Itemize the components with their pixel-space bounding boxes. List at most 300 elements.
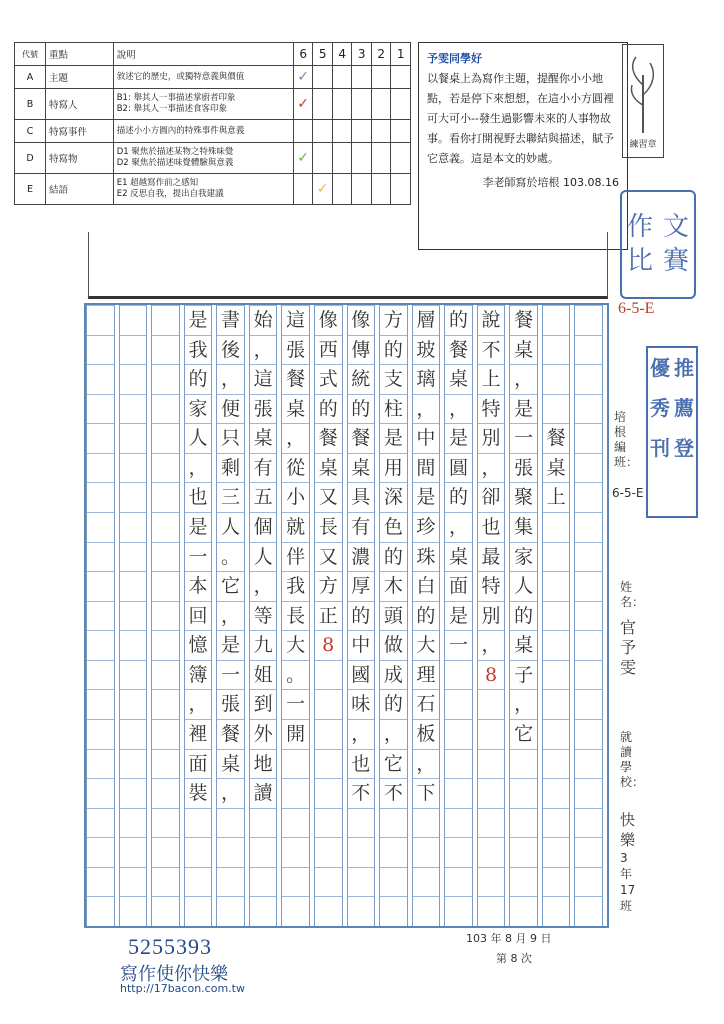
grid-cell: ， bbox=[445, 394, 472, 425]
grid-cell: 我 bbox=[185, 335, 212, 366]
rubric-row-c bbox=[15, 120, 411, 143]
grid-cell: 桌 bbox=[543, 453, 570, 484]
row-desc: E1 超越寫作前之感知 bbox=[116, 178, 199, 188]
grid-cell: 木 bbox=[380, 571, 407, 602]
grid-cell: 層 bbox=[413, 305, 440, 336]
grid-cell bbox=[543, 305, 570, 336]
grid-cell: 像 bbox=[315, 305, 342, 336]
score-5: 5 bbox=[313, 43, 333, 66]
grid-cell bbox=[152, 719, 179, 750]
grid-cell bbox=[152, 453, 179, 484]
grid-cell bbox=[152, 305, 179, 336]
grid-cell bbox=[575, 335, 602, 366]
grid-cell bbox=[250, 896, 277, 927]
rubric-row-d bbox=[15, 143, 411, 174]
grid-cell: 地 bbox=[250, 749, 277, 780]
grid-cell: ， bbox=[282, 423, 309, 454]
grade-class: 3 年 17 班 bbox=[620, 851, 636, 913]
grid-cell bbox=[282, 837, 309, 868]
grid-cell: 。 bbox=[282, 660, 309, 691]
contest-char: 作 bbox=[626, 212, 653, 242]
grid-cell bbox=[510, 749, 537, 780]
grid-cell bbox=[380, 896, 407, 927]
grid-cell bbox=[543, 837, 570, 868]
grid-cell bbox=[445, 837, 472, 868]
grid-cell bbox=[152, 335, 179, 366]
grid-cell: 上 bbox=[543, 482, 570, 513]
grid-cell bbox=[445, 719, 472, 750]
grid-cell bbox=[543, 630, 570, 661]
grid-cell bbox=[87, 423, 114, 454]
grid-cell bbox=[575, 660, 602, 691]
grid-cell bbox=[87, 335, 114, 366]
grid-cell: ， bbox=[217, 778, 244, 809]
grid-cell: 餐 bbox=[543, 423, 570, 454]
grid-cell bbox=[543, 896, 570, 927]
grid-cell bbox=[185, 867, 212, 898]
row-item: 結語 bbox=[45, 174, 113, 205]
grid-cell: 說 bbox=[478, 305, 505, 336]
student-name: 官予雯 bbox=[620, 618, 637, 677]
teacher-comment-box bbox=[418, 42, 628, 250]
comment-title: 予雯同學好 bbox=[427, 52, 482, 65]
grid-cell: 正 bbox=[315, 601, 342, 632]
grid-cell: 長 bbox=[315, 512, 342, 543]
grid-cell: 它 bbox=[510, 719, 537, 750]
grid-cell: 成 bbox=[380, 660, 407, 691]
score-1: 1 bbox=[391, 43, 411, 66]
recommend-char: 秀 bbox=[650, 396, 670, 420]
grid-cell bbox=[510, 778, 537, 809]
grid-cell bbox=[87, 660, 114, 691]
grid-cell bbox=[348, 808, 375, 839]
grid-cell: 剩 bbox=[217, 453, 244, 484]
grid-cell: 桌 bbox=[348, 453, 375, 484]
grid-cell bbox=[380, 808, 407, 839]
grid-cell bbox=[575, 719, 602, 750]
grid-cell bbox=[120, 689, 147, 720]
grid-cell: 子 bbox=[510, 660, 537, 691]
grid-cell bbox=[120, 808, 147, 839]
grid-cell: 這 bbox=[282, 305, 309, 336]
grid-cell: 有 bbox=[348, 512, 375, 543]
grid-cell bbox=[543, 719, 570, 750]
school-label: 就讀學校： bbox=[620, 730, 645, 789]
slogan: 寫作使你快樂 bbox=[120, 964, 228, 985]
grid-cell bbox=[478, 749, 505, 780]
grid-cell bbox=[87, 808, 114, 839]
grid-cell bbox=[152, 867, 179, 898]
grid-cell: 又 bbox=[315, 482, 342, 513]
row-code: C bbox=[15, 120, 46, 143]
grid-cell bbox=[348, 867, 375, 898]
grid-cell: 的 bbox=[185, 364, 212, 395]
grid-cell: 人 bbox=[217, 512, 244, 543]
contest-char: 賽 bbox=[662, 246, 689, 276]
grid-cell bbox=[185, 808, 212, 839]
grid-cell: 的 bbox=[315, 394, 342, 425]
essay-date: 103 年 8 月 9 日 bbox=[466, 932, 552, 945]
grid-cell: ， bbox=[510, 689, 537, 720]
grid-cell bbox=[87, 364, 114, 395]
grid-cell bbox=[315, 778, 342, 809]
class-code-handwritten: 6-5-E bbox=[618, 300, 655, 317]
grid-cell: 聚 bbox=[510, 482, 537, 513]
grid-cell: 桌 bbox=[445, 364, 472, 395]
rubric-row-a bbox=[15, 66, 411, 89]
grid-cell bbox=[413, 896, 440, 927]
grid-cell: 簿 bbox=[185, 660, 212, 691]
grid-cell: ， bbox=[250, 335, 277, 366]
grid-cell bbox=[120, 660, 147, 691]
grid-cell bbox=[543, 601, 570, 632]
grid-cell bbox=[120, 512, 147, 543]
grid-cell bbox=[575, 689, 602, 720]
grid-cell bbox=[478, 837, 505, 868]
row-desc: 敘述它的歷史，或獨特意義與價值 bbox=[113, 66, 293, 89]
grid-cell bbox=[315, 749, 342, 780]
check-mark-icon: ✓ bbox=[316, 181, 329, 197]
grid-cell: 家 bbox=[510, 542, 537, 573]
grid-column bbox=[509, 305, 538, 926]
grid-cell: ， bbox=[185, 453, 212, 484]
grid-cell: 是 bbox=[217, 630, 244, 661]
grid-cell: 桌 bbox=[217, 749, 244, 780]
grid-column bbox=[444, 305, 473, 926]
check-mark-icon: ✓ bbox=[297, 69, 310, 85]
grid-cell bbox=[543, 335, 570, 366]
grid-cell: 是 bbox=[510, 394, 537, 425]
row-code: A bbox=[15, 66, 46, 89]
grid-cell: 一 bbox=[510, 423, 537, 454]
grid-cell: 理 bbox=[413, 660, 440, 691]
row-desc: B1: 舉其人一事描述掌廚者印象 bbox=[116, 93, 236, 103]
grid-cell: ， bbox=[478, 630, 505, 661]
grid-cell: 餐 bbox=[510, 305, 537, 336]
grid-cell: 的 bbox=[348, 394, 375, 425]
grid-cell bbox=[478, 719, 505, 750]
grid-column bbox=[574, 305, 603, 926]
grid-cell: 特 bbox=[478, 571, 505, 602]
grid-cell: 下 bbox=[413, 778, 440, 809]
grid-cell bbox=[478, 778, 505, 809]
grid-cell: 集 bbox=[510, 512, 537, 543]
grid-cell: 不 bbox=[348, 778, 375, 809]
grid-cell bbox=[87, 867, 114, 898]
grid-cell: 桌 bbox=[315, 453, 342, 484]
grid-cell: 餐 bbox=[348, 423, 375, 454]
grid-cell bbox=[543, 512, 570, 543]
grid-cell: 一 bbox=[217, 660, 244, 691]
grid-cell: 長 bbox=[282, 601, 309, 632]
grid-cell: 國 bbox=[348, 660, 375, 691]
practice-stamp-label: 練習章 bbox=[629, 140, 657, 150]
grid-cell bbox=[575, 394, 602, 425]
grid-column bbox=[477, 305, 506, 926]
grid-cell: 是 bbox=[185, 512, 212, 543]
grid-cell: 桌 bbox=[445, 542, 472, 573]
grid-column bbox=[379, 305, 408, 926]
grid-cell: 書 bbox=[217, 305, 244, 336]
grid-cell: 柱 bbox=[380, 394, 407, 425]
grid-cell bbox=[87, 630, 114, 661]
comment-signature: 李老師寫於培根 103.08.16 bbox=[482, 176, 619, 189]
grid-cell: 具 bbox=[348, 482, 375, 513]
grid-cell: 的 bbox=[510, 601, 537, 632]
grid-cell: 到 bbox=[250, 689, 277, 720]
recommend-char: 推 bbox=[674, 356, 694, 380]
grid-cell: ， bbox=[445, 512, 472, 543]
grid-cell bbox=[510, 867, 537, 898]
recommend-char: 薦 bbox=[674, 396, 694, 420]
grid-cell bbox=[575, 867, 602, 898]
grid-cell: 始 bbox=[250, 305, 277, 336]
grid-cell bbox=[543, 749, 570, 780]
grid-cell: 也 bbox=[478, 512, 505, 543]
recommend-char: 登 bbox=[674, 436, 694, 460]
grid-cell bbox=[348, 896, 375, 927]
row-desc: 描述小小方圓內的特殊事件與意義 bbox=[113, 120, 293, 143]
grid-cell: 的 bbox=[445, 305, 472, 336]
grid-cell: 特 bbox=[478, 394, 505, 425]
grid-cell bbox=[575, 512, 602, 543]
grid-column bbox=[249, 305, 278, 926]
grid-cell: 本 bbox=[185, 571, 212, 602]
grid-cell: 這 bbox=[250, 364, 277, 395]
grid-cell bbox=[543, 542, 570, 573]
row-item: 特寫物 bbox=[45, 143, 113, 174]
contest-char: 比 bbox=[626, 246, 653, 276]
row-desc: B2: 舉其人一事描述食客印象 bbox=[116, 104, 228, 114]
grid-cell bbox=[87, 719, 114, 750]
grid-cell bbox=[380, 837, 407, 868]
practice-stamp bbox=[622, 44, 664, 158]
grid-cell: 有 bbox=[250, 453, 277, 484]
grid-cell bbox=[575, 808, 602, 839]
grid-column bbox=[151, 305, 180, 926]
grid-cell bbox=[315, 867, 342, 898]
grid-cell bbox=[152, 689, 179, 720]
grid-cell bbox=[87, 542, 114, 573]
grid-cell: 桌 bbox=[510, 630, 537, 661]
grid-cell bbox=[217, 808, 244, 839]
grid-cell bbox=[478, 689, 505, 720]
grid-cell bbox=[152, 630, 179, 661]
grid-cell bbox=[217, 867, 244, 898]
grid-cell bbox=[120, 837, 147, 868]
grid-cell: ， bbox=[413, 394, 440, 425]
name-label: 姓名： bbox=[620, 580, 645, 609]
row-code: D bbox=[15, 143, 46, 174]
grid-cell bbox=[543, 808, 570, 839]
grid-cell: 餐 bbox=[282, 364, 309, 395]
grid-cell bbox=[543, 394, 570, 425]
grid-cell: 大 bbox=[413, 630, 440, 661]
grid-column bbox=[216, 305, 245, 926]
grid-cell bbox=[413, 808, 440, 839]
grid-cell bbox=[348, 837, 375, 868]
grid-cell: 支 bbox=[380, 364, 407, 395]
grid-cell bbox=[445, 808, 472, 839]
grid-cell bbox=[87, 601, 114, 632]
grid-cell: 是 bbox=[380, 423, 407, 454]
grid-cell bbox=[543, 660, 570, 691]
grid-cell bbox=[445, 867, 472, 898]
school-value: 快樂 bbox=[620, 811, 636, 849]
website-url[interactable]: http://17bacon.com.tw bbox=[120, 982, 245, 995]
grid-cell: ， bbox=[250, 571, 277, 602]
class-label: 培根編班： bbox=[614, 410, 639, 469]
grid-cell bbox=[445, 896, 472, 927]
grid-cell bbox=[87, 512, 114, 543]
grid-cell: 珍 bbox=[413, 512, 440, 543]
grid-cell: 做 bbox=[380, 630, 407, 661]
row-item: 特寫人 bbox=[45, 89, 113, 120]
grid-cell bbox=[87, 394, 114, 425]
grid-cell bbox=[445, 689, 472, 720]
grid-cell bbox=[315, 808, 342, 839]
grid-cell bbox=[575, 482, 602, 513]
grid-cell bbox=[152, 512, 179, 543]
rubric-header-desc: 說明 bbox=[113, 43, 293, 66]
grid-cell bbox=[87, 778, 114, 809]
grid-cell bbox=[575, 542, 602, 573]
grid-cell: 白 bbox=[413, 571, 440, 602]
grid-cell: 頭 bbox=[380, 601, 407, 632]
grid-cell bbox=[510, 896, 537, 927]
grid-cell: 的 bbox=[413, 601, 440, 632]
grid-cell: 的 bbox=[380, 689, 407, 720]
grid-cell: 後 bbox=[217, 335, 244, 366]
grid-cell: 面 bbox=[185, 749, 212, 780]
grid-cell bbox=[575, 630, 602, 661]
grid-cell: 姐 bbox=[250, 660, 277, 691]
grid-cell: 開 bbox=[282, 719, 309, 750]
grid-cell bbox=[510, 837, 537, 868]
grid-cell bbox=[152, 423, 179, 454]
grid-cell: 是 bbox=[413, 482, 440, 513]
grid-cell bbox=[120, 778, 147, 809]
writing-grid bbox=[84, 303, 609, 928]
phone-number: 5255393 bbox=[128, 934, 212, 959]
grid-cell bbox=[413, 867, 440, 898]
grid-cell bbox=[575, 601, 602, 632]
row-desc: E2 反思自我，提出自我建議 bbox=[116, 189, 224, 199]
grid-cell bbox=[87, 896, 114, 927]
grid-cell bbox=[152, 601, 179, 632]
row-item: 特寫事件 bbox=[45, 120, 113, 143]
grid-cell: 伴 bbox=[282, 542, 309, 573]
grid-cell: 桌 bbox=[250, 423, 277, 454]
grid-cell bbox=[282, 749, 309, 780]
grid-cell: 卻 bbox=[478, 482, 505, 513]
grid-cell bbox=[478, 867, 505, 898]
grid-cell: 餐 bbox=[445, 335, 472, 366]
grid-cell: 張 bbox=[510, 453, 537, 484]
grid-cell bbox=[315, 660, 342, 691]
grid-cell bbox=[120, 482, 147, 513]
recommend-stamp bbox=[646, 346, 698, 518]
grid-cell: 便 bbox=[217, 394, 244, 425]
grid-cell bbox=[152, 778, 179, 809]
contest-stamp bbox=[620, 190, 696, 299]
grid-cell: 中 bbox=[348, 630, 375, 661]
grid-cell: 不 bbox=[380, 778, 407, 809]
grid-cell: 是 bbox=[445, 601, 472, 632]
grid-cell bbox=[217, 837, 244, 868]
frame-divider bbox=[88, 232, 608, 299]
grid-cell bbox=[87, 571, 114, 602]
grid-cell bbox=[445, 778, 472, 809]
grid-cell: 厚 bbox=[348, 571, 375, 602]
grid-cell bbox=[152, 896, 179, 927]
grid-cell: ， bbox=[478, 453, 505, 484]
grid-cell: 的 bbox=[445, 482, 472, 513]
grid-cell: 。 bbox=[217, 542, 244, 573]
grid-cell bbox=[152, 542, 179, 573]
check-mark-icon: ✓ bbox=[297, 96, 310, 112]
rubric-table bbox=[14, 42, 411, 205]
grid-cell: 我 bbox=[282, 571, 309, 602]
grid-cell: 一 bbox=[445, 630, 472, 661]
grid-cell bbox=[543, 364, 570, 395]
grid-cell bbox=[315, 719, 342, 750]
score-3: 3 bbox=[352, 43, 372, 66]
grid-cell: ， bbox=[217, 601, 244, 632]
grid-cell: 西 bbox=[315, 335, 342, 366]
grid-cell bbox=[543, 778, 570, 809]
grid-cell: 張 bbox=[250, 394, 277, 425]
grid-cell bbox=[575, 749, 602, 780]
grid-column bbox=[184, 305, 213, 926]
grid-cell: ， bbox=[510, 364, 537, 395]
grid-cell: 五 bbox=[250, 482, 277, 513]
grid-cell: 方 bbox=[315, 571, 342, 602]
grid-cell: 桌 bbox=[510, 335, 537, 366]
grid-column bbox=[119, 305, 148, 926]
grid-cell: ， bbox=[348, 719, 375, 750]
grid-cell bbox=[575, 837, 602, 868]
grid-cell: 不 bbox=[478, 335, 505, 366]
grid-cell: 是 bbox=[185, 305, 212, 336]
grid-cell bbox=[575, 305, 602, 336]
grid-cell bbox=[575, 453, 602, 484]
grid-cell bbox=[120, 453, 147, 484]
grid-cell bbox=[543, 867, 570, 898]
grid-cell bbox=[120, 542, 147, 573]
grid-cell bbox=[87, 482, 114, 513]
grid-cell: 等 bbox=[250, 601, 277, 632]
grid-cell bbox=[575, 778, 602, 809]
grid-cell bbox=[282, 808, 309, 839]
grid-cell bbox=[575, 364, 602, 395]
grid-cell bbox=[152, 837, 179, 868]
grid-cell: 又 bbox=[315, 542, 342, 573]
grid-cell bbox=[445, 660, 472, 691]
grid-cell bbox=[152, 749, 179, 780]
recommend-char: 優 bbox=[650, 356, 670, 380]
grid-cell: 它 bbox=[217, 571, 244, 602]
grid-cell: 板 bbox=[413, 719, 440, 750]
grid-cell: 的 bbox=[348, 601, 375, 632]
grid-cell bbox=[120, 571, 147, 602]
grid-cell: 8 bbox=[315, 630, 342, 661]
grid-cell: 一 bbox=[282, 689, 309, 720]
rubric-header-code: 代號 bbox=[15, 43, 46, 66]
grid-cell bbox=[575, 423, 602, 454]
grid-cell bbox=[120, 423, 147, 454]
grid-cell bbox=[120, 896, 147, 927]
